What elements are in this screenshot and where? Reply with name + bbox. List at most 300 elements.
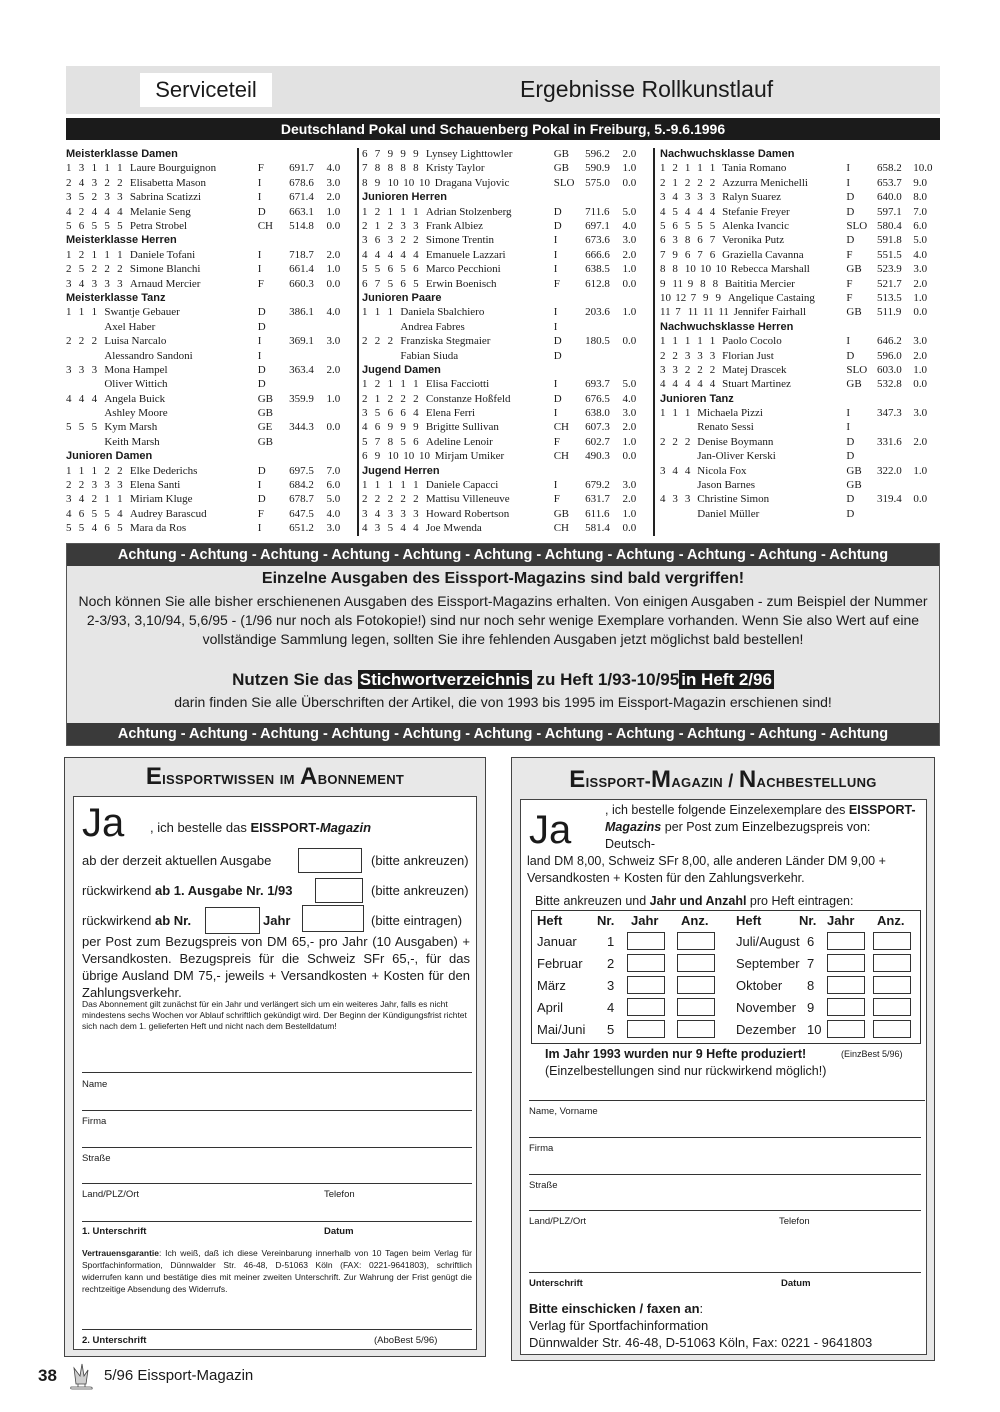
send-instruction: Bitte einschicken / faxen an: [529, 1301, 704, 1316]
athlete-name: Audrey Barascud [129, 507, 207, 520]
rank: 1 [660, 335, 666, 348]
result-row [660, 449, 942, 463]
judge-placement [375, 320, 388, 334]
nation: F [846, 291, 853, 304]
judge-placement: 9 [672, 248, 678, 261]
result-row [660, 406, 942, 420]
issue-name: Dezember [736, 1022, 796, 1037]
judge-placement: 1 [413, 205, 419, 218]
score: 1.0 [622, 162, 637, 175]
score: 0.0 [913, 493, 928, 506]
judge-placement: 3 [684, 349, 691, 362]
judge-placement [92, 320, 105, 334]
result-row [66, 161, 356, 175]
rank: 3 [66, 363, 72, 376]
result-row [66, 277, 356, 291]
athlete-name: Ashley Moore [104, 407, 168, 420]
nation: F [553, 435, 560, 448]
points: 666.6 [585, 248, 610, 261]
quantity-input[interactable] [677, 998, 715, 1016]
year-input[interactable] [827, 1020, 865, 1038]
athlete-name: Simone Blanchi [129, 263, 201, 276]
result-row [66, 392, 356, 406]
judge-placement [672, 420, 684, 434]
option-retro-all-checkbox[interactable] [315, 878, 363, 903]
judge-placement: 2 [387, 493, 394, 506]
points: 180.5 [585, 335, 610, 348]
notice-body: Noch können Sie alle bisher erschienenen Ausgaben des Eissport-Magazins erhalten. Von einigen Ausgaben - zum Beispiel der Nummer 2-3/93, 3,10/94, 5,6/95 - (1/96 nur noch als Fotokopie!) sind nur noch sehr wenige Exemplare vorhanden. Wenn Sie also Wert auf eine vollständige Sammlung legen, sollten Sie ihre fehlenden Ausgaben jetzt möglichst bald bestellen! [78, 593, 928, 647]
reorder-instruction [535, 894, 853, 908]
athlete-name: Fabian Siuda [400, 349, 459, 362]
rank: 7 [660, 248, 666, 261]
rank: 1 [66, 162, 72, 175]
judge-placement: 5 [672, 205, 678, 218]
points: 646.2 [876, 335, 902, 348]
judge-placement: 7 [374, 277, 381, 290]
judge-placement [79, 377, 92, 391]
judge-placement: 2 [117, 464, 123, 477]
points: 532.8 [876, 378, 902, 391]
judge-placement [79, 320, 92, 334]
judge-placement: 3 [78, 363, 85, 376]
judge-placement: 2 [104, 464, 110, 477]
judge-placement: 10 [403, 450, 415, 463]
subscription-intro [150, 820, 371, 835]
judge-placement: 1 [684, 407, 691, 420]
skate-logo-icon [68, 1362, 94, 1392]
judge-placement: 9 [715, 291, 721, 304]
points: 602.7 [585, 435, 610, 448]
notice-box [66, 543, 940, 746]
rank: 5 [362, 263, 368, 276]
result-row [362, 435, 652, 449]
judge-placement: 5 [400, 435, 406, 448]
issue-name: Oktober [736, 978, 783, 993]
rank: 3 [66, 493, 72, 506]
rank [660, 507, 672, 521]
name-line[interactable] [82, 1072, 472, 1073]
rank: 5 [362, 435, 368, 448]
judge-placement: 8 [700, 277, 706, 290]
quantity-input[interactable] [677, 932, 715, 950]
judge-placement: 4 [78, 277, 85, 290]
rank: 4 [660, 205, 666, 218]
judge-placement: 6 [709, 248, 716, 261]
category-title: Nachwuchsklasse Herren [660, 320, 794, 333]
score [913, 507, 942, 521]
year-input[interactable] [627, 954, 665, 972]
option-current-label: ab der derzeit aktuellen Ausgabe [82, 853, 272, 868]
index-issue: in Heft 2/96 [681, 670, 772, 689]
result-row [66, 406, 356, 420]
judge-placement: 7 [690, 291, 697, 304]
rank: 7 [362, 162, 368, 175]
quantity-input[interactable] [677, 954, 715, 972]
nation: I [257, 263, 262, 276]
judge-placement: 4 [400, 248, 406, 261]
brand-text: EISSPORT- [848, 803, 916, 817]
score: 0.0 [326, 421, 341, 434]
judge-placement: 2 [672, 162, 678, 175]
result-row [66, 205, 356, 219]
nation: GB [846, 263, 862, 276]
nation: I [257, 191, 262, 204]
athlete-name: Tania Romano [722, 162, 787, 175]
score: 4.0 [913, 248, 928, 261]
judge-placement: 4 [413, 522, 419, 535]
judge-placement: 2 [400, 493, 406, 506]
points: 697.5 [289, 464, 314, 477]
year-input[interactable] [627, 1020, 665, 1038]
judge-placement: 2 [697, 176, 703, 189]
reorder-code: (EinzBest 5/96) [841, 1049, 903, 1059]
rank [66, 349, 79, 363]
option-retro-all-label [82, 883, 293, 898]
city-line[interactable] [82, 1183, 472, 1184]
judge-placement [79, 435, 92, 449]
score: 0.0 [326, 219, 341, 232]
issue-number: 6 [807, 934, 815, 949]
nation: F [257, 162, 264, 175]
points: 514.8 [289, 219, 314, 232]
nation: D [846, 435, 855, 448]
quantity-input[interactable] [873, 954, 911, 972]
points: 359.9 [289, 392, 314, 405]
athlete-name: Elke Dederichs [129, 464, 198, 477]
score: 2.0 [622, 421, 637, 434]
score: 2.0 [913, 349, 928, 362]
judge-placement: 3 [104, 479, 110, 492]
result-row [660, 190, 942, 204]
name-label: Name, Vorname [529, 1106, 598, 1117]
column-header-heft: Heft [537, 913, 563, 928]
category-title: Junioren Damen [66, 450, 153, 463]
score: 1.0 [622, 306, 637, 319]
title-part: bonnement [317, 768, 405, 788]
athlete-name: Elisa Facciotti [425, 378, 490, 391]
judge-placement: 10 [684, 263, 696, 276]
judge-placement: 1 [374, 219, 381, 232]
score: 1.0 [326, 205, 341, 218]
athlete-name: Elisabetta Mason [129, 176, 206, 189]
year-input[interactable] [827, 976, 865, 994]
signature-line[interactable] [529, 1272, 921, 1273]
nation: D [257, 493, 266, 506]
street-label: Straße [529, 1180, 558, 1191]
judge-placement: 3 [91, 277, 98, 290]
score [327, 320, 356, 334]
result-row [362, 205, 652, 219]
rank: 1 [66, 464, 72, 477]
score: 0.0 [913, 306, 928, 319]
index-highlight: Stichwortverzeichnis [359, 670, 530, 689]
rank: 1 [660, 162, 666, 175]
score: 5.0 [326, 493, 341, 506]
results-column-2 [362, 147, 652, 536]
judge-placement: 10 [387, 176, 399, 189]
judge-placement: 7 [675, 306, 681, 319]
date-label: Datum [324, 1226, 354, 1237]
judge-placement: 3 [709, 191, 716, 204]
result-row [362, 377, 652, 391]
judge-placement: 3 [117, 191, 123, 204]
judge-placement: 1 [117, 493, 123, 506]
firma-line[interactable] [529, 1137, 921, 1138]
result-row [660, 277, 942, 291]
quantity-input[interactable] [873, 932, 911, 950]
nation: GB [846, 464, 862, 477]
score: 1.0 [913, 464, 928, 477]
score: 1.0 [622, 435, 637, 448]
points: 331.6 [876, 435, 902, 448]
issue-name: November [736, 1000, 796, 1015]
judge-placement: 1 [672, 176, 678, 189]
quantity-input[interactable] [677, 976, 715, 994]
quantity-input[interactable] [873, 1020, 911, 1038]
result-row [660, 492, 942, 506]
rank: 3 [66, 191, 72, 204]
nation: D [257, 363, 266, 376]
points: 386.1 [289, 306, 314, 319]
athlete-name: Joe Mwenda [425, 522, 482, 535]
instruction-text: pro Heft eintragen: [746, 894, 854, 908]
score: 0.0 [622, 176, 637, 189]
judge-placement: 6 [684, 248, 691, 261]
judge-placement: 2 [387, 335, 394, 348]
result-row [66, 219, 356, 233]
page-number: 38 [38, 1366, 57, 1385]
firma-line[interactable] [82, 1110, 472, 1111]
rank: 1 [660, 407, 666, 420]
judge-placement: 2 [78, 479, 85, 492]
judge-placement [92, 406, 105, 420]
judge-placement: 4 [413, 407, 419, 420]
athlete-name: Kym Marsh [104, 421, 158, 434]
judge-placement: 2 [400, 234, 406, 247]
judge-placement: 5 [117, 219, 123, 232]
ja-label: Ja [529, 808, 572, 852]
publisher-address: Dünnwalder Str. 46-48, D-51063 Köln, Fax: 0221 - 9641803 [529, 1335, 873, 1350]
rank [660, 420, 672, 434]
judge-placement: 1 [400, 205, 406, 218]
points: 647.5 [289, 507, 314, 520]
judge-placement [672, 507, 684, 521]
instruction-bold: Jahr und Anzahl [649, 894, 747, 908]
year-input[interactable] [827, 998, 865, 1016]
score: 0.0 [326, 277, 341, 290]
judge-placement: 4 [117, 205, 123, 218]
signature1-line[interactable] [82, 1221, 472, 1222]
score: 7.0 [326, 464, 341, 477]
nation: I [553, 320, 558, 333]
nation: I [257, 248, 262, 261]
year-input[interactable] [627, 932, 665, 950]
rank [66, 320, 79, 334]
option-retro-from-label [82, 913, 191, 928]
score: 9.0 [913, 176, 928, 189]
rank: 4 [660, 378, 666, 391]
subscription-form [64, 757, 486, 1357]
category-title: Jugend Damen [362, 363, 441, 376]
athlete-name: Stuart Martinez [722, 378, 791, 391]
score: 2.0 [913, 435, 928, 448]
column-header-nr: Nr. [799, 913, 817, 928]
event-title-bar: Deutschland Pokal und Schauenberg Pokal in Freiburg, 5.-9.6.1996 [66, 118, 940, 140]
judge-placement: 5 [78, 263, 85, 276]
nation: D [846, 234, 855, 247]
year-input[interactable] [627, 976, 665, 994]
category-title: Jugend Herren [362, 464, 440, 477]
result-row [66, 190, 356, 204]
judge-placement: 5 [91, 507, 98, 520]
athlete-name: Marco Pecchioni [425, 263, 501, 276]
judge-placement [685, 449, 697, 463]
rank: 6 [362, 277, 368, 290]
judge-placement: 5 [117, 522, 123, 535]
points: 663.1 [289, 205, 314, 218]
athlete-name: Adrian Stolzenberg [425, 205, 512, 218]
points [289, 377, 326, 391]
judge-placement: 5 [104, 507, 110, 520]
column-divider [653, 148, 655, 536]
judge-placement: 6 [104, 522, 110, 535]
judge-placement: 8 [712, 277, 719, 290]
judge-placement: 2 [91, 493, 98, 506]
judge-placement: 1 [374, 479, 381, 492]
city-line[interactable] [529, 1210, 921, 1211]
athlete-name: Keith Marsh [104, 435, 160, 448]
quantity-input[interactable] [873, 976, 911, 994]
result-row [66, 377, 356, 391]
judge-placement: 3 [672, 234, 678, 247]
judge-placement: 2 [697, 363, 703, 376]
category-title: Meisterklasse Damen [66, 148, 178, 160]
result-row [66, 492, 356, 506]
quantity-input[interactable] [677, 1020, 715, 1038]
nation: SLO [846, 219, 868, 232]
option-retro-all-hint: (bitte ankreuzen) [371, 883, 469, 898]
athlete-name: Ralyn Suarez [722, 191, 782, 204]
athlete-name: Howard Robertson [425, 507, 510, 520]
subscription-title [65, 763, 485, 791]
score: 3.0 [622, 479, 637, 492]
year-input[interactable] [827, 932, 865, 950]
judge-placement [672, 449, 684, 463]
year-input[interactable] [627, 998, 665, 1016]
athlete-name: Arnaud Mercier [129, 277, 201, 290]
judge-placement: 5 [78, 191, 85, 204]
points: 673.6 [585, 234, 610, 247]
judge-placement: 3 [684, 493, 691, 506]
athlete-name: Brigitte Sullivan [425, 421, 499, 434]
judge-placement: 9 [374, 176, 381, 189]
points: 651.2 [289, 522, 314, 535]
nation: D [846, 191, 855, 204]
judge-placement: 4 [697, 378, 703, 391]
judge-placement: 5 [78, 421, 85, 434]
brand-text-italic: Magazins [605, 820, 662, 834]
rank: 6 [660, 234, 666, 247]
score: 3.0 [326, 335, 341, 348]
nation: I [553, 263, 558, 276]
points: 523.9 [877, 263, 902, 276]
judge-placement: 4 [709, 378, 716, 391]
rank [660, 449, 672, 463]
judge-placement: 5 [387, 522, 394, 535]
score: 0.0 [622, 450, 637, 463]
judge-placement: 2 [78, 335, 85, 348]
street-line[interactable] [529, 1174, 921, 1175]
athlete-name: Stefanie Freyer [722, 205, 790, 218]
judge-placement: 1 [400, 479, 406, 492]
points: 611.6 [585, 507, 610, 520]
judge-placement: 9 [703, 291, 709, 304]
signature2-line[interactable] [82, 1329, 472, 1330]
judge-placement: 11 [687, 306, 699, 319]
score: 3.0 [326, 176, 341, 189]
column-header-anz: Anz. [681, 913, 709, 928]
judge-placement: 5 [684, 219, 691, 232]
nation: I [257, 349, 262, 362]
nation: I [846, 335, 851, 348]
judge-placement: 1 [413, 378, 419, 391]
result-row [66, 507, 356, 521]
score: 5.0 [622, 205, 637, 218]
judge-placement: 9 [387, 148, 394, 160]
points: 678.7 [289, 493, 314, 506]
reorder-price-text: land DM 8,00, Schweiz SFr 8,00, alle anderen Länder DM 9,00 + Versandkosten + Kosten für den Zahlungsverkehr. [527, 854, 886, 885]
judge-placement: 3 [400, 219, 406, 232]
judge-placement: 5 [374, 263, 381, 276]
judge-placement: 4 [684, 378, 691, 391]
judge-placement: 10 [715, 263, 727, 276]
subscription-code: (AboBest 5/96) [374, 1335, 438, 1346]
quantity-input[interactable] [873, 998, 911, 1016]
judge-placement: 6 [672, 219, 678, 232]
issue-number-input[interactable] [205, 907, 260, 934]
rank: 9 [660, 277, 666, 290]
issue-number: 10 [807, 1022, 822, 1037]
street-line[interactable] [82, 1147, 472, 1148]
athlete-name: Axel Haber [104, 320, 156, 333]
rank: 6 [362, 148, 368, 160]
points: 671.4 [289, 191, 314, 204]
rank: 4 [660, 493, 666, 506]
athlete-name: Mara da Ros [129, 522, 187, 535]
judge-placement: 2 [672, 435, 678, 448]
rank: 5 [66, 421, 72, 434]
title-initial: M [651, 766, 672, 793]
judge-placement: 4 [413, 248, 419, 261]
year-input[interactable] [302, 905, 364, 932]
judge-placement: 1 [91, 248, 98, 261]
score: 2.0 [326, 363, 341, 376]
points: 521.7 [876, 277, 902, 290]
issue-name: Januar [537, 934, 577, 949]
option-current-checkbox[interactable] [298, 848, 362, 873]
name-line[interactable] [529, 1100, 925, 1101]
year-input[interactable] [827, 954, 865, 972]
athlete-name: Erwin Boenisch [425, 277, 497, 290]
points: 581.4 [585, 522, 610, 535]
title-initial: A [300, 763, 318, 790]
judge-placement: 1 [709, 335, 716, 348]
judge-placement: 4 [91, 205, 98, 218]
score: 2.0 [326, 248, 341, 261]
athlete-name: Baititia Mercier [724, 277, 795, 290]
judge-placement: 1 [374, 306, 381, 319]
column-divider [357, 148, 359, 536]
